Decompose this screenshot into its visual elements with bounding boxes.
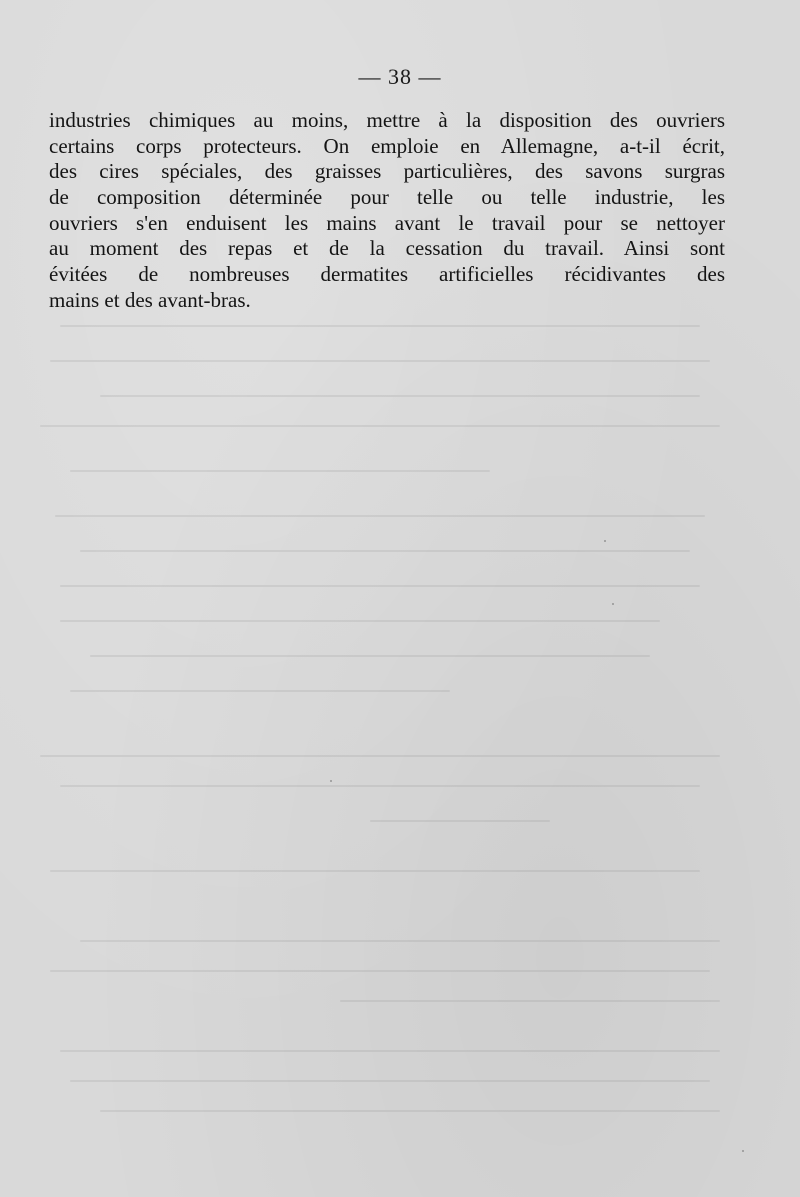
paragraph-line: au moment des repas et de la cessation du travail. Ainsi sont xyxy=(49,236,725,261)
paragraph-line: ouvriers s'en enduisent les mains avant le travail pour se nettoyer xyxy=(49,210,725,235)
page-number: — 38 — xyxy=(358,64,442,89)
bleed-through-texture xyxy=(40,285,760,1125)
paragraph-line: de composition déterminée pour telle ou telle industrie, les xyxy=(49,185,725,210)
paper-speck xyxy=(742,1150,744,1152)
paper-speck xyxy=(612,603,614,605)
paper-speck xyxy=(604,540,606,542)
paragraph-line: industries chimiques au moins, mettre à la disposition des ouvriers xyxy=(49,108,725,132)
paragraph-line: des cires spéciales, des graisses particulières, des savons surgras xyxy=(49,159,725,184)
paragraph-line: certains corps protecteurs. On emploie en Allemagne, a-t-il écrit, xyxy=(49,133,725,158)
paragraph-line: mains et des avant-bras. xyxy=(49,287,251,312)
paper-speck xyxy=(330,780,332,782)
paragraph-line: évitées de nombreuses dermatites artificielles récidivantes des xyxy=(49,262,725,287)
body-paragraph xyxy=(49,108,725,314)
